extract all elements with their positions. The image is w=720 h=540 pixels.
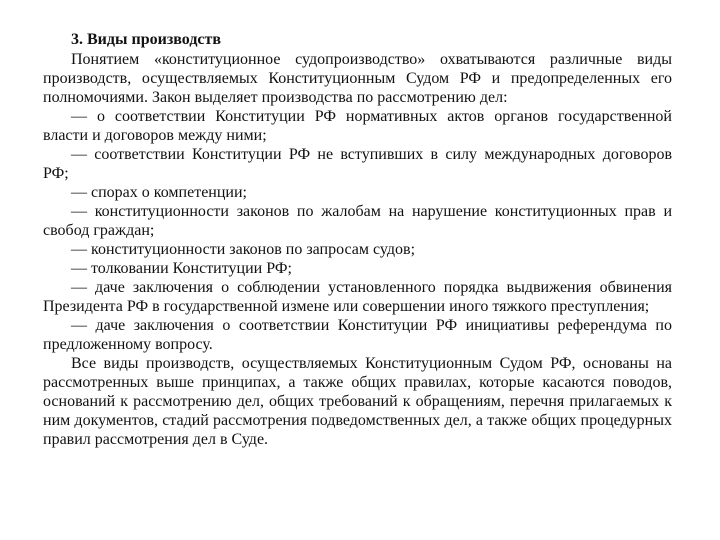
list-item-citizen-complaints: — конституционности законов по жалобам на нарушение конституционных прав и свобод граждан;	[43, 203, 672, 239]
intro-paragraph: Понятием «конституционное судопроизводство» охватываются различные виды производств, осуществляемых Конституционным Судом РФ и предопределенных его полномочиями. Закон выделяет производства по рассмотрению дел:	[43, 51, 672, 106]
list-item-referendum-initiative: — даче заключения о соответствии Конституции РФ инициативы референдума по предложенному вопросу.	[43, 317, 672, 353]
list-item-constitution-interpretation: — толковании Конституции РФ;	[71, 260, 292, 277]
list-item-international-treaties: — соответствии Конституции РФ не вступивших в силу международных договоров РФ;	[43, 146, 672, 182]
list-item-court-requests: — конституционности законов по запросам судов;	[71, 241, 416, 258]
document-page	[43, 30, 672, 449]
list-item-president-accusation: — даче заключения о соблюдении установленного порядка выдвижения обвинения Президента РФ в государственной измене или совершении иного тяжкого преступления;	[43, 279, 672, 315]
list-item-normative-acts: — о соответствии Конституции РФ нормативных актов органов государственной власти и договоров между ними;	[43, 108, 672, 144]
section-heading: 3. Виды производств	[71, 31, 222, 48]
conclusion-paragraph: Все виды производств, осуществляемых Конституционным Судом РФ, основаны на рассмотренных выше принципах, а также общих правилах, которые касаются поводов, оснований к рассмотрению дел, общих требований к обращениям, перечня прилагаемых к ним документов, стадий рассмотрения подведомственных дел, а также общих процедурных правил рассмотрения дел в Суде.	[43, 355, 672, 448]
list-item-competence-disputes: — спорах о компетенции;	[71, 184, 247, 201]
